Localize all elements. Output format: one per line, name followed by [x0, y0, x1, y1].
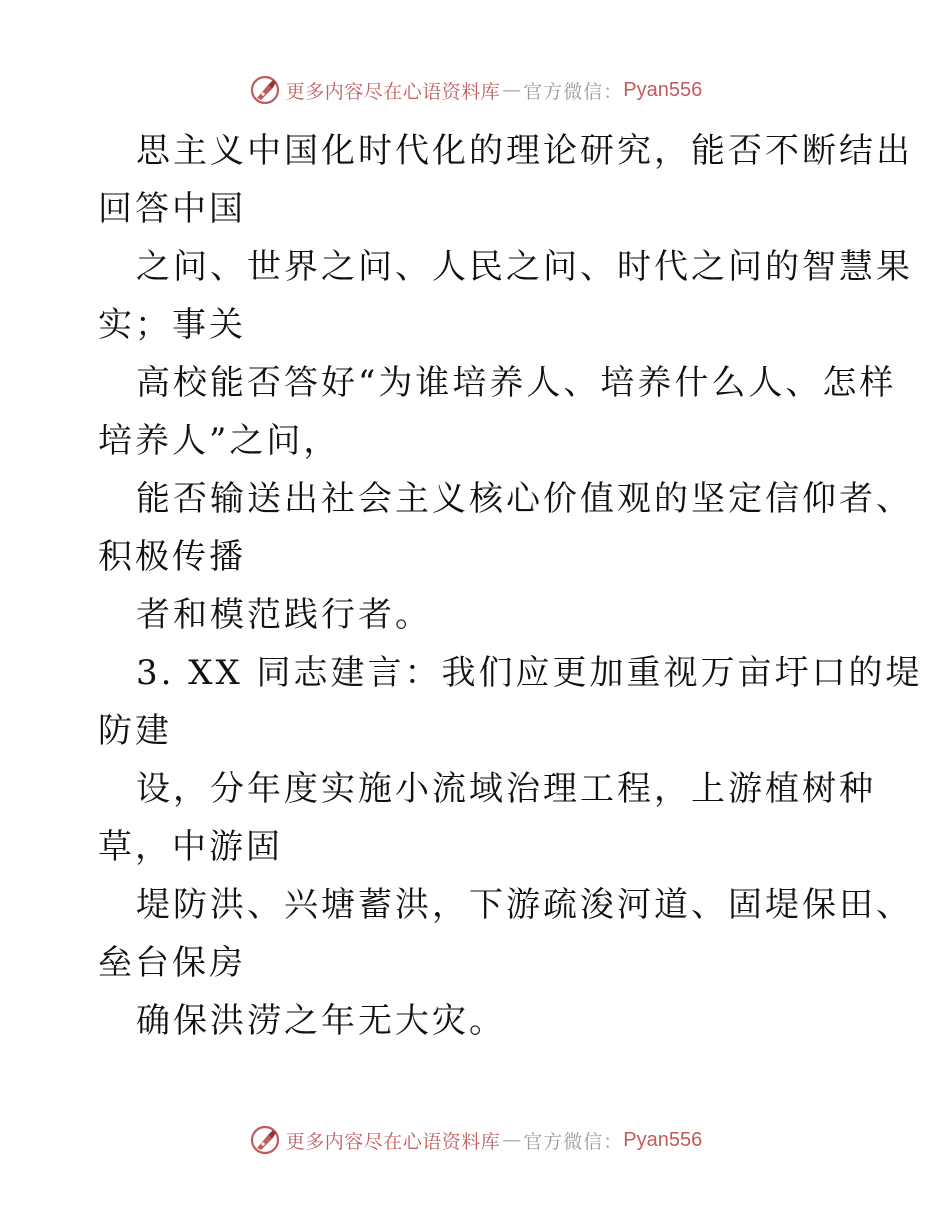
text-line: 堤防洪、兴塘蓄洪，下游疏浚河道、固堤保田、: [136, 885, 913, 925]
text-line: 3. XX 同志建言：我们应更加重视万亩圩口的堤: [136, 653, 923, 693]
text-line: 实；事关: [98, 305, 246, 345]
header-site-name: 更多内容尽在心语资料库: [285, 80, 501, 103]
text-line: 高校能否答好“为谁培养人、培养什么人、怎样: [136, 363, 897, 403]
text-line: 设，分年度实施小流域治理工程，上游植树种: [136, 769, 876, 809]
text-line: 确保洪涝之年无大灾。: [136, 1001, 506, 1041]
footer-watermark: [0, 1120, 950, 1160]
text-line: 防建: [98, 711, 172, 751]
document-body: [98, 122, 923, 1050]
header-dash: —: [502, 79, 522, 101]
pen-nib-logo-icon: [248, 1123, 282, 1157]
text-line: 之问、世界之问、人民之问、时代之问的智慧果: [136, 247, 913, 287]
text-line: 积极传播: [98, 537, 246, 577]
footer-wechat-label: 官方微信：: [523, 1130, 624, 1153]
text-line: 者和模范践行者。: [136, 595, 432, 635]
text-line: 培养人”之问，: [98, 421, 341, 461]
footer-dash: —: [502, 1129, 522, 1151]
text-line: 回答中国: [98, 189, 246, 229]
text-line: 垒台保房: [98, 943, 246, 983]
footer-wechat-id: Pyan556: [623, 1128, 703, 1151]
header-wechat-id: Pyan556: [623, 78, 703, 101]
pen-nib-logo-icon: [248, 73, 282, 107]
header-wechat-label: 官方微信：: [523, 80, 624, 103]
text-line: 思主义中国化时代化的理论研究，能否不断结出: [136, 131, 913, 171]
text-line: 能否输送出社会主义核心价值观的坚定信仰者、: [136, 479, 913, 519]
text-line: 草，中游固: [98, 827, 283, 867]
header-watermark: [0, 70, 950, 110]
footer-site-name: 更多内容尽在心语资料库: [285, 1130, 501, 1153]
